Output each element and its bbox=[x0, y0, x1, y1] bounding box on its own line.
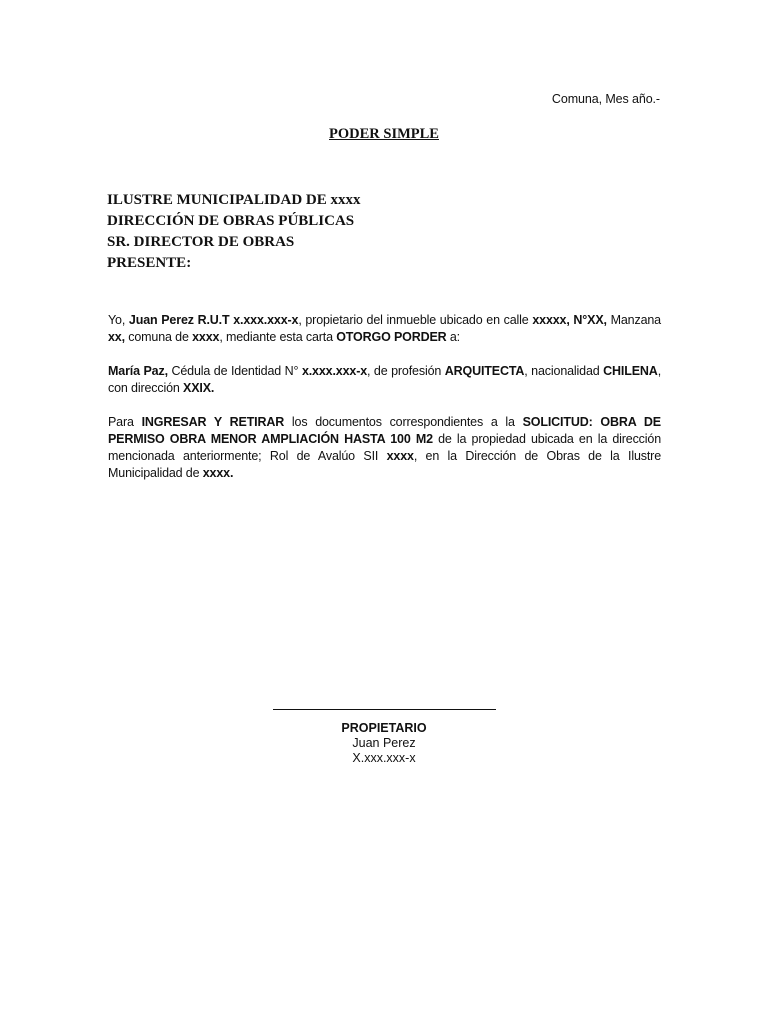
street-number: xxxxx, N°XX, bbox=[532, 313, 607, 327]
recipient-line-director: SR. DIRECTOR DE OBRAS bbox=[107, 234, 295, 250]
municipality-name: xxxx. bbox=[202, 466, 234, 480]
sii-roll: xxxx bbox=[386, 449, 414, 463]
text-span: Cédula de Identidad N° bbox=[167, 364, 302, 378]
signature-rut: X.xxx.xxx-x bbox=[352, 751, 416, 765]
paragraph-purpose bbox=[108, 414, 661, 482]
block-number: xx, bbox=[108, 330, 125, 344]
text-span: , en la Dirección de Obras de la Ilustre Municipalidad de bbox=[108, 449, 661, 480]
attorney-address: XXIX. bbox=[183, 381, 215, 395]
purpose-action: INGRESAR Y RETIRAR bbox=[141, 415, 285, 429]
grant-phrase: OTORGO PORDER bbox=[336, 330, 447, 344]
signature-name: Juan Perez bbox=[352, 736, 416, 750]
signature-block bbox=[0, 721, 768, 766]
text-span: Manzana bbox=[606, 313, 661, 327]
grantor-name-rut: Juan Perez R.U.T x.xxx.xxx-x bbox=[128, 313, 299, 327]
document-title: PODER SIMPLE bbox=[329, 126, 439, 142]
attorney-id: x.xxx.xxx-x bbox=[301, 364, 368, 378]
commune-name: xxxx bbox=[192, 330, 220, 344]
text-span: comuna de bbox=[124, 330, 193, 344]
text-span: los documentos correspondientes a la bbox=[284, 415, 523, 429]
paragraph-grantor bbox=[108, 312, 661, 346]
request-type: SOLICITUD: OBRA DE PERMISO OBRA MENOR AMPLIACIÓN HASTA 100 M2 bbox=[108, 415, 661, 446]
recipient-line-presente: PRESENTE: bbox=[107, 255, 192, 271]
text-span: , nacionalidad bbox=[524, 364, 604, 378]
recipient-line-municipality: ILUSTRE MUNICIPALIDAD DE xxxx bbox=[107, 192, 361, 208]
text-span: , de profesión bbox=[367, 364, 445, 378]
signature-line bbox=[273, 709, 496, 710]
paragraph-attorney bbox=[108, 363, 661, 397]
recipient-block bbox=[107, 190, 361, 274]
attorney-nationality: CHILENA bbox=[603, 364, 658, 378]
text-span: Para bbox=[108, 415, 142, 429]
text-span: , con dirección bbox=[108, 364, 662, 395]
signature-role: PROPIETARIO bbox=[341, 721, 427, 735]
recipient-line-department: DIRECCIÓN DE OBRAS PÚBLICAS bbox=[107, 213, 355, 229]
text-span: , mediante esta carta bbox=[219, 330, 337, 344]
text-span: de la propiedad ubicada en la dirección mencionada anteriormente; Rol de Avalúo SII bbox=[108, 432, 661, 463]
attorney-name: María Paz, bbox=[108, 364, 168, 378]
date-line: Comuna, Mes año.- bbox=[551, 92, 660, 106]
text-span: Yo, bbox=[108, 313, 129, 327]
attorney-profession: ARQUITECTA bbox=[444, 364, 525, 378]
text-span: a: bbox=[446, 330, 461, 344]
text-span: , propietario del inmueble ubicado en calle bbox=[298, 313, 533, 327]
